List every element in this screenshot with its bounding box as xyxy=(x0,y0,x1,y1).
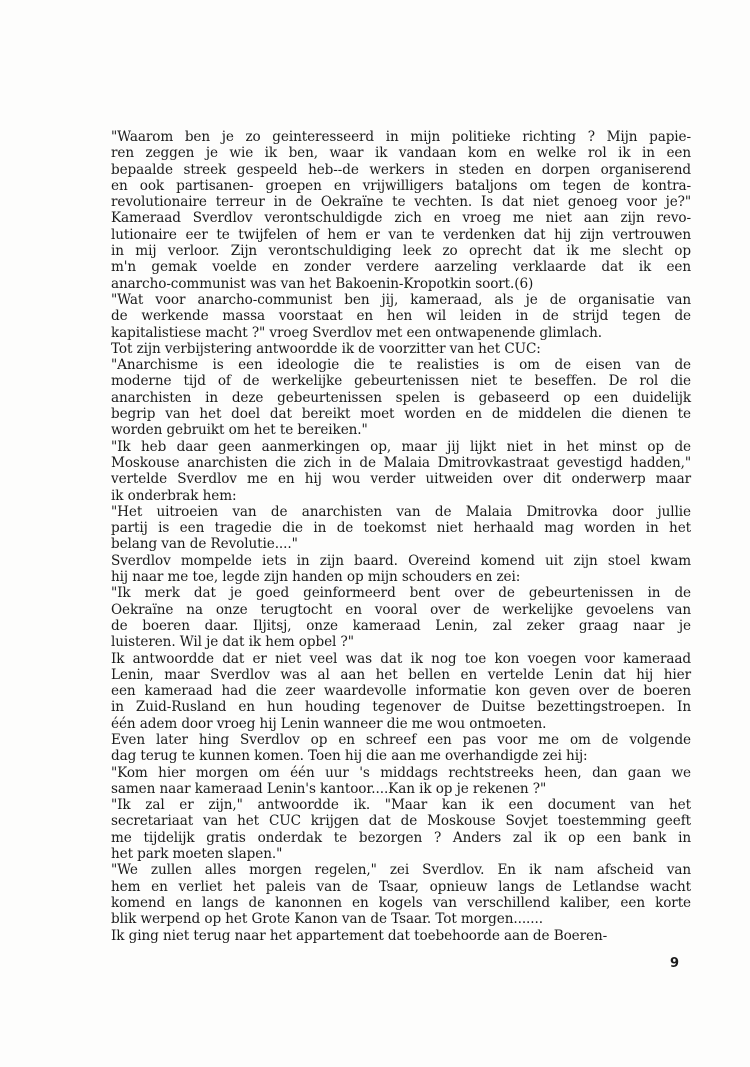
text-line: dag terug te kunnen komen. Toen hij die aan me overhandigde zei hij: xyxy=(111,748,588,765)
text-line: me tijdelijk gratis onderdak te bezorgen ? Anders zal ik op een bank in xyxy=(111,829,691,846)
text-line: luisteren. Wil je dat ik hem opbel ?" xyxy=(111,634,354,651)
text-line: Oekraïne na onze terugtocht en vooral over de werkelijke gevoelens van xyxy=(111,601,691,618)
text-line: Kameraad Sverdlov verontschuldigde zich en vroeg me niet aan zijn revo- xyxy=(111,210,691,227)
text-line: "Het uitroeien van de anarchisten van de Malaia Dmitrovka door jullie xyxy=(111,503,691,520)
text-line: anarchisten in deze gebeurtenissen spelen is gebaseerd op een duidelijk xyxy=(111,389,691,406)
text-line: komend en langs de kanonnen en kogels van verschillend kaliber, een korte xyxy=(111,894,691,911)
text-line: Even later hing Sverdlov op en schreef een pas voor me om de volgende xyxy=(111,731,691,748)
text-line: in Zuid-Rusland en hun houding tegenover de Duitse bezettingstroepen. In xyxy=(111,699,691,716)
text-line: Lenin, maar Sverdlov was al aan het bellen en vertelde Lenin dat hij hier xyxy=(111,666,691,683)
text-line: Moskouse anarchisten die zich in de Malaia Dmitrovkastraat gevestigd hadden," xyxy=(111,454,691,471)
text-line: Ik ging niet terug naar het appartement dat toebehoorde aan de Boeren- xyxy=(111,927,608,944)
text-line: "Wat voor anarcho-communist ben jij, kameraad, als je de organisatie van xyxy=(111,291,691,308)
text-line: anarcho-communist was van het Bakoenin-Kropotkin soort.(6) xyxy=(111,275,534,292)
text-line: belang van de Revolutie...." xyxy=(111,536,298,553)
text-line: één adem door vroeg hij Lenin wanneer die me wou ontmoeten. xyxy=(111,715,547,732)
text-line: partij is een tragedie die in de toekomst niet herhaald mag worden in het xyxy=(111,520,691,537)
text-line: blik werpend op het Grote Kanon van de Tsaar. Tot morgen....... xyxy=(111,911,543,928)
text-line: samen naar kameraad Lenin's kantoor....Kan ik op je rekenen ?" xyxy=(111,780,547,797)
text-line: hij naar me toe, legde zijn handen op mijn schouders en zei: xyxy=(111,569,521,586)
text-line: "Anarchisme is een ideologie die te realisties is om de eisen van de xyxy=(111,357,691,374)
text-line: "Waarom ben je zo geinteresseerd in mijn politieke richting ? Mijn papie- xyxy=(111,129,691,145)
text-line: "Ik heb daar geen aanmerkingen op, maar jij lijkt niet in het minst op de xyxy=(111,438,691,455)
body-text xyxy=(111,129,691,944)
text-line: Ik antwoordde dat er niet veel was dat ik nog toe kon voegen voor kameraad xyxy=(111,650,691,667)
text-line: en ook partisanen- groepen en vrijwilligers bataljons om tegen de kontra- xyxy=(111,177,691,194)
text-line: secretariaat van het CUC krijgen dat de Moskouse Sovjet toestemming geeft xyxy=(111,813,691,830)
text-line: een kameraad had die zeer waardevolle informatie kon geven over de boeren xyxy=(111,683,691,700)
text-line: in mij verloor. Zijn verontschuldiging leek zo oprecht dat ik me slecht op xyxy=(111,243,691,260)
text-line: "Kom hier morgen om één uur 's middags rechtstreeks heen, dan gaan we xyxy=(111,764,691,781)
text-line: het park moeten slapen." xyxy=(111,846,283,863)
text-line: vertelde Sverdlov me en hij wou verder uitweiden over dit onderwerp maar xyxy=(111,471,691,488)
page-number: 9 xyxy=(670,956,680,971)
text-line: "Ik merk dat je goed geinformeerd bent over de gebeurtenissen in de xyxy=(111,585,691,602)
text-line: begrip van het doel dat bereikt moet worden en de middelen die dienen te xyxy=(111,406,691,423)
text-line: de boeren daar. Iljitsj, onze kameraad Lenin, zal zeker graag naar je xyxy=(111,617,691,634)
text-line: moderne tijd of de werkelijke gebeurtenissen niet te beseffen. De rol die xyxy=(111,373,691,390)
text-line: Tot zijn verbijstering antwoordde ik de voorzitter van het CUC: xyxy=(111,340,541,357)
text-line: kapitalistiese macht ?" vroeg Sverdlov met een ontwapenende glimlach. xyxy=(111,324,602,341)
text-line: hem en verliet het paleis van de Tsaar, opnieuw langs de Letlandse wacht xyxy=(111,878,691,895)
text-line: "We zullen alles morgen regelen," zei Sverdlov. En ik nam afscheid van xyxy=(111,862,691,879)
text-line: revolutionaire terreur in de Oekraïne te vechten. Is dat niet genoeg voor je?" xyxy=(111,194,691,211)
text-line: worden gebruikt om het te bereiken." xyxy=(111,422,368,439)
text-line: bepaalde streek gespeeld heb--de werkers in steden en dorpen organiserend xyxy=(111,161,691,178)
text-line: lutionaire eer te twijfelen of hem er van te verdenken dat hij zijn vertrouwen xyxy=(111,226,691,243)
text-line: m'n gemak voelde en zonder verdere aarzeling verklaarde dat ik een xyxy=(111,259,691,276)
text-line: ik onderbrak hem: xyxy=(111,487,237,504)
text-line: de werkende massa voorstaat en hen wil leiden in de strijd tegen de xyxy=(111,308,691,325)
text-line: ren zeggen je wie ik ben, waar ik vandaan kom en welke rol ik in een xyxy=(111,145,691,162)
text-line: "Ik zal er zijn," antwoordde ik. "Maar kan ik een document van het xyxy=(111,797,691,814)
text-line: Sverdlov mompelde iets in zijn baard. Overeind komend uit zijn stoel kwam xyxy=(111,552,691,569)
